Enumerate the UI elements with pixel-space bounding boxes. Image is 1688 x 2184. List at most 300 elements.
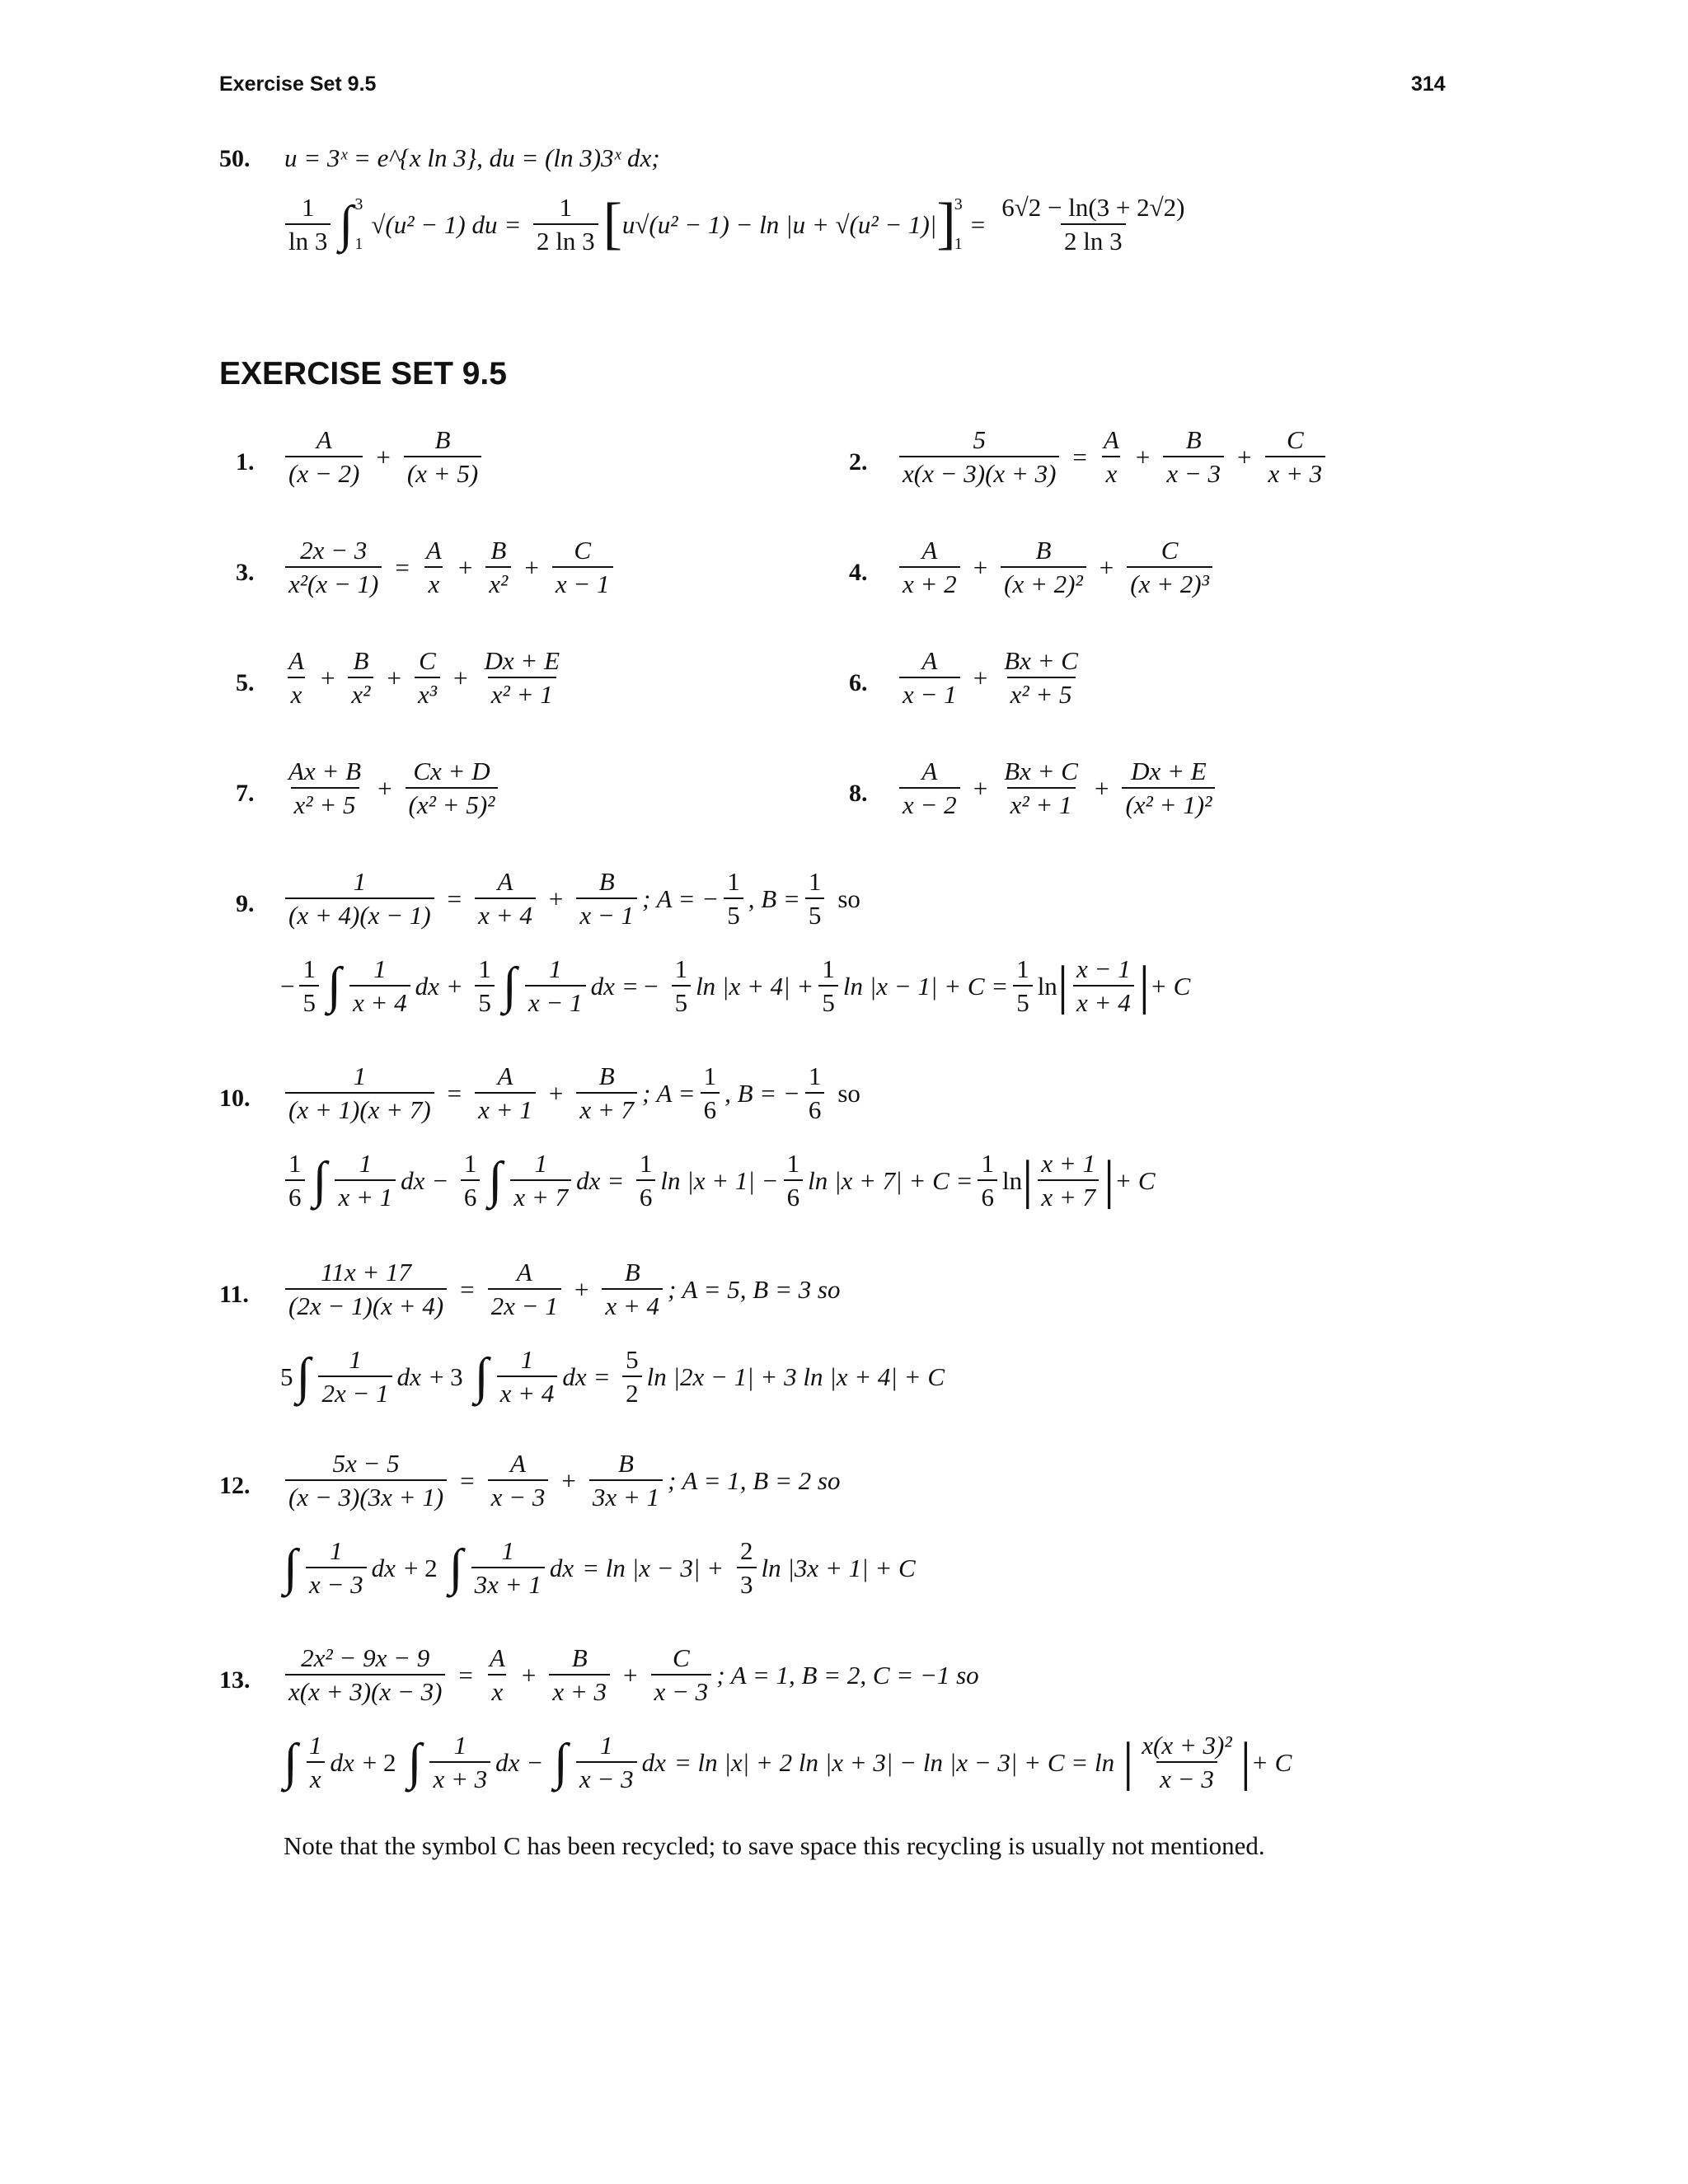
denominator: x − 3 <box>651 1674 712 1704</box>
fraction <box>899 427 1059 486</box>
fraction <box>475 956 495 1015</box>
fraction <box>415 648 440 707</box>
dx: dx <box>549 1553 574 1582</box>
numerator: B <box>1035 536 1052 565</box>
numerator: 1 <box>353 867 367 896</box>
denominator: x² <box>348 677 373 707</box>
equals-sign: = <box>447 883 462 913</box>
denominator: (x + 1)(x + 7) <box>285 1092 434 1122</box>
right-bracket: ] <box>936 192 956 255</box>
denominator: x − 1 <box>552 566 613 597</box>
numerator: 2x² − 9x − 9 <box>301 1643 430 1672</box>
numerator: 1 <box>349 1345 362 1374</box>
numerator: B <box>598 1062 615 1090</box>
numerator: 1 <box>288 1149 302 1178</box>
fraction <box>724 869 743 928</box>
fraction <box>481 648 564 707</box>
dx: dx <box>401 1165 425 1195</box>
denominator: (x² + 5)² <box>406 787 499 818</box>
denominator: x − 3 <box>1163 456 1224 486</box>
dx: dx <box>641 1747 666 1777</box>
denominator: 5 <box>724 898 743 928</box>
numerator: A <box>288 646 304 675</box>
numerator: Ax + B <box>288 757 362 785</box>
denominator: x − 1 <box>525 985 586 1015</box>
denominator: x(x + 3)(x − 3) <box>285 1674 445 1704</box>
fraction <box>1013 956 1033 1015</box>
equals-sign: = <box>1072 442 1087 471</box>
equals-sign: = <box>458 1660 473 1690</box>
problem-3-number: 3. <box>236 559 255 586</box>
fraction <box>485 537 511 597</box>
dx: dx <box>495 1747 520 1777</box>
fraction <box>285 427 363 486</box>
equals-sign: = <box>460 1274 475 1304</box>
fraction <box>576 1732 637 1792</box>
dx: dx <box>576 1165 601 1195</box>
equals-sign: = − <box>622 971 659 1001</box>
abs-bar-right: | <box>1138 955 1150 1015</box>
plus-sign: + <box>521 1660 537 1690</box>
problem-4-expression <box>894 537 1217 597</box>
problem-5-expression <box>280 648 568 707</box>
plus-sign: + <box>623 1660 638 1690</box>
result-term: ln |2x − 1| + 3 ln |x + 4| + C <box>646 1361 945 1391</box>
numerator: B <box>490 536 507 565</box>
numerator: x(x + 3)² <box>1142 1731 1232 1760</box>
plus-sign: + <box>1237 442 1252 471</box>
integral-sign: ∫ <box>284 1540 298 1596</box>
denominator: x² + 5 <box>291 787 359 818</box>
numerator: 1 <box>534 1149 547 1178</box>
abs-bar-left: | <box>1123 1732 1134 1792</box>
denominator: x + 4 <box>497 1376 558 1406</box>
problem-10-number: 10. <box>219 1085 251 1112</box>
minus-sign: − <box>280 971 295 1001</box>
numerator: 1 <box>302 954 316 983</box>
numerator: A <box>510 1449 526 1478</box>
dx: dx <box>396 1361 421 1391</box>
lower-limit: 1 <box>354 235 363 253</box>
fraction <box>335 1151 396 1210</box>
numerator: Bx + C <box>1004 757 1078 785</box>
denominator: x − 3 <box>488 1479 549 1510</box>
equals-sign: = ln |x − 3| + <box>582 1553 724 1582</box>
numerator: 1 <box>359 1149 373 1178</box>
fraction <box>818 956 838 1015</box>
coefficient-text: ; A = 1, B = 2 so <box>668 1465 841 1495</box>
fraction <box>285 758 364 818</box>
integral-sign: ∫ <box>284 1734 298 1790</box>
fraction <box>1122 758 1215 818</box>
denominator: 5 <box>299 985 319 1015</box>
fraction <box>549 1645 610 1704</box>
fraction <box>533 194 598 254</box>
denominator: x + 7 <box>1038 1179 1099 1210</box>
problem-10-decomposition <box>280 1063 860 1122</box>
problem-13-number: 13. <box>219 1666 251 1694</box>
numerator: 1 <box>373 954 387 983</box>
dx: dx <box>415 971 439 1001</box>
constant-term: + C <box>1114 1165 1156 1195</box>
plus-sign: + <box>561 1465 576 1495</box>
fraction <box>486 1645 509 1704</box>
problem-13-integration <box>280 1732 1292 1792</box>
denominator: 2 ln 3 <box>1061 223 1126 254</box>
fraction <box>899 648 960 707</box>
integral-sign: ∫ <box>407 1734 422 1790</box>
denominator: x − 1 <box>576 898 637 928</box>
problem-11-integration <box>280 1347 945 1406</box>
fraction <box>899 758 960 818</box>
lower-limit: 1 <box>954 235 963 253</box>
numerator: Cx + D <box>413 757 490 785</box>
denominator: x + 7 <box>576 1092 637 1122</box>
fraction <box>285 1151 305 1210</box>
numerator: 1 <box>703 1062 717 1090</box>
dx: dx <box>330 1747 354 1777</box>
abs-bar-right: | <box>1104 1150 1115 1210</box>
numerator: 1 <box>353 1062 367 1090</box>
fraction <box>285 1259 447 1319</box>
fraction <box>1001 537 1086 597</box>
middle-term: + 2 <box>403 1553 438 1582</box>
problem-6-number: 6. <box>849 669 868 696</box>
numerator: 1 <box>330 1536 343 1565</box>
denominator: (x + 4)(x − 1) <box>285 898 434 928</box>
problem-12-decomposition <box>280 1451 840 1510</box>
problem-1-number: 1. <box>236 448 255 476</box>
denominator: x <box>307 1761 325 1792</box>
numerator: B <box>598 867 615 896</box>
numerator: 1 <box>786 1149 800 1178</box>
problem-7-number: 7. <box>236 780 255 807</box>
numerator: Dx + E <box>484 646 560 675</box>
equals-sign: = <box>460 1465 475 1495</box>
numerator: A <box>497 1062 513 1090</box>
denominator: 6 <box>701 1092 720 1122</box>
fraction <box>285 869 434 928</box>
denominator: (x − 2) <box>285 456 363 486</box>
fraction <box>525 956 586 1015</box>
fraction <box>471 1538 545 1597</box>
fraction <box>1127 537 1212 597</box>
so-text: so <box>837 883 860 913</box>
problem-12-number: 12. <box>219 1472 251 1499</box>
integral-sign: ∫ <box>474 1348 489 1404</box>
denominator: x + 4 <box>1073 985 1134 1015</box>
numerator: 1 <box>727 867 740 896</box>
fraction <box>1001 648 1081 707</box>
fraction <box>576 1063 637 1122</box>
denominator: x + 1 <box>475 1092 536 1122</box>
numerator: 11x + 17 <box>321 1258 412 1286</box>
plus-sign: + <box>447 971 462 1001</box>
numerator: C <box>1160 536 1179 565</box>
denominator: x − 1 <box>899 677 960 707</box>
numerator: 1 <box>674 954 688 983</box>
denominator: 6 <box>805 1092 825 1122</box>
fraction <box>349 956 410 1015</box>
problem-3-expression <box>280 537 618 597</box>
numerator: 1 <box>463 1149 477 1178</box>
numerator: 1 <box>520 1345 534 1374</box>
numerator: 1 <box>301 193 315 222</box>
denominator: x + 3 <box>429 1761 490 1792</box>
numerator: Bx + C <box>1004 646 1078 675</box>
equals-sign: = <box>505 209 520 239</box>
fraction <box>602 1259 663 1319</box>
problem-12-integration <box>280 1538 916 1597</box>
fraction <box>552 537 613 597</box>
dx: dx <box>371 1553 396 1582</box>
denominator: 6 <box>285 1179 305 1210</box>
denominator: 2 ln 3 <box>533 223 598 254</box>
denominator: x + 1 <box>335 1179 396 1210</box>
plus-sign: + <box>548 1078 564 1108</box>
denominator: 3 <box>737 1567 757 1597</box>
fraction <box>1100 427 1123 486</box>
integral-sign: ∫ <box>502 958 517 1014</box>
coefficient-text: ; A = − <box>642 883 720 913</box>
numerator: C <box>673 1643 690 1672</box>
numerator: 1 <box>1016 954 1029 983</box>
problem-2-number: 2. <box>849 448 868 476</box>
problem-2-expression <box>894 427 1330 486</box>
numerator: 1 <box>559 193 573 222</box>
abs-bar-left: | <box>1022 1150 1034 1210</box>
ln-text: ln <box>1001 1165 1023 1195</box>
bracket-content: u√(u² − 1) − ln |u + √(u² − 1)| <box>621 209 937 239</box>
result-term: ln |x + 7| + C = <box>808 1165 973 1195</box>
integral-sign: ∫ <box>339 196 354 252</box>
fraction <box>1073 956 1134 1015</box>
numerator: A <box>425 536 442 565</box>
plus-sign: + <box>524 552 539 582</box>
evaluation-limits <box>954 196 963 252</box>
plus-sign: + <box>1099 552 1114 582</box>
fraction <box>651 1645 712 1704</box>
result-term: ln |x − 1| + C = <box>842 971 1009 1001</box>
fraction <box>978 1151 997 1210</box>
denominator: x + 3 <box>549 1674 610 1704</box>
numerator: A <box>921 757 938 785</box>
integral-sign: ∫ <box>312 1152 327 1208</box>
numerator: 2x − 3 <box>300 536 368 565</box>
fraction <box>784 1151 804 1210</box>
numerator: x − 1 <box>1076 954 1131 983</box>
denominator: x² <box>485 566 511 597</box>
plus-sign: + <box>1094 773 1109 803</box>
numerator: 5x − 5 <box>332 1449 400 1478</box>
denominator: x²(x − 1) <box>285 566 382 597</box>
denominator: x <box>424 566 443 597</box>
dx: dx <box>562 1361 587 1391</box>
middle-term: + 2 <box>362 1747 396 1777</box>
problem-6-expression <box>894 648 1086 707</box>
fraction <box>1163 427 1224 486</box>
integrand: √(u² − 1) du <box>371 209 498 239</box>
denominator: (x + 2)² <box>1001 566 1086 597</box>
denominator: x − 3 <box>1156 1761 1217 1792</box>
fraction <box>488 1451 549 1510</box>
constant-term: + C <box>1250 1747 1292 1777</box>
problem-50-number: 50. <box>219 145 251 172</box>
denominator: (x + 5) <box>404 456 481 486</box>
left-bracket: [ <box>603 192 622 255</box>
problem-50-substitution: u = 3ˣ = e^{x ln 3}, du = (ln 3)3ˣ dx; <box>284 143 660 172</box>
fraction <box>429 1732 490 1792</box>
numerator: B <box>434 425 451 454</box>
numerator: A <box>921 536 938 565</box>
denominator: (x + 2)³ <box>1127 566 1212 597</box>
fraction <box>622 1347 642 1406</box>
denominator: x² + 1 <box>488 677 556 707</box>
numerator: Dx + E <box>1131 757 1207 785</box>
fraction <box>1265 427 1326 486</box>
fraction <box>1138 1732 1235 1792</box>
fraction <box>737 1538 757 1597</box>
fraction <box>285 537 382 597</box>
fraction <box>497 1347 558 1406</box>
plus-sign: + <box>457 552 473 582</box>
plus-sign: + <box>1135 442 1151 471</box>
result-term: ln |x + 4| + <box>696 971 814 1001</box>
numerator: A <box>921 646 938 675</box>
plus-sign: + <box>574 1274 589 1304</box>
coefficient-text: ; A = <box>642 1078 696 1108</box>
denominator: x + 4 <box>475 898 536 928</box>
denominator: 5 <box>818 985 838 1015</box>
numerator: 2 <box>740 1536 753 1565</box>
denominator: 6 <box>636 1179 656 1210</box>
problem-9-number: 9. <box>236 890 255 917</box>
fraction <box>299 956 319 1015</box>
constant-term: + C <box>1149 971 1191 1001</box>
fraction <box>636 1151 656 1210</box>
denominator: 5 <box>1013 985 1033 1015</box>
denominator: 2 <box>622 1376 642 1406</box>
upper-limit: 3 <box>954 195 963 213</box>
fraction <box>285 1451 447 1510</box>
numerator: 1 <box>822 954 835 983</box>
numerator: A <box>497 867 513 896</box>
minus-sign: − <box>528 1747 542 1777</box>
numerator: A <box>516 1258 532 1286</box>
numerator: 5 <box>626 1345 639 1374</box>
numerator: A <box>1103 425 1119 454</box>
section-title: EXERCISE SET 9.5 <box>219 356 507 391</box>
middle-term: + 3 <box>429 1361 463 1391</box>
coefficient-text: , B = − <box>724 1078 800 1108</box>
fraction <box>488 1259 561 1319</box>
denominator: 3x + 1 <box>589 1479 663 1510</box>
abs-bar-left: | <box>1057 955 1069 1015</box>
denominator: (x − 3)(3x + 1) <box>285 1479 447 1510</box>
denominator: x + 2 <box>899 566 960 597</box>
equals-sign: = <box>970 209 986 239</box>
equals-sign: = <box>608 1165 623 1195</box>
plus-sign: + <box>320 663 335 692</box>
fraction <box>306 1538 367 1597</box>
equals-sign: = <box>594 1361 610 1391</box>
numerator: x + 1 <box>1041 1149 1095 1178</box>
numerator: A <box>489 1643 505 1672</box>
problem-50-integral <box>280 194 1193 254</box>
denominator: 2x − 1 <box>318 1376 392 1406</box>
dx: dx <box>590 971 615 1001</box>
fraction <box>285 1063 434 1122</box>
integral-sign: ∫ <box>448 1540 463 1596</box>
coefficient-text: ; A = 5, B = 3 so <box>668 1274 841 1304</box>
problem-5-number: 5. <box>236 669 255 696</box>
denominator: 5 <box>805 898 825 928</box>
result-fraction <box>998 194 1188 254</box>
fraction <box>406 758 499 818</box>
denominator: 3x + 1 <box>471 1567 545 1597</box>
fraction <box>805 869 825 928</box>
numerator: 1 <box>308 1731 322 1760</box>
denominator: ln 3 <box>285 223 331 254</box>
denominator: 6 <box>461 1179 481 1210</box>
integral-limits <box>354 196 363 252</box>
fraction <box>475 1063 536 1122</box>
denominator: x² + 5 <box>1007 677 1076 707</box>
denominator: (x² + 1)² <box>1122 787 1215 818</box>
problem-11-number: 11. <box>219 1281 249 1308</box>
fraction <box>285 648 307 707</box>
fraction <box>899 537 960 597</box>
fraction <box>285 1645 445 1704</box>
problem-11-decomposition <box>280 1259 840 1319</box>
problem-9-decomposition <box>280 869 860 928</box>
denominator: 6 <box>978 1179 997 1210</box>
denominator: x <box>1102 456 1120 486</box>
numerator: 1 <box>808 1062 822 1090</box>
denominator: 6 <box>784 1179 804 1210</box>
numerator: 1 <box>453 1731 467 1760</box>
numerator: 1 <box>981 1149 994 1178</box>
fraction <box>805 1063 825 1122</box>
denominator: x − 3 <box>576 1761 637 1792</box>
numerator: C <box>1287 425 1304 454</box>
denominator: x + 7 <box>510 1179 571 1210</box>
numerator: 1 <box>548 954 562 983</box>
denominator: 5 <box>672 985 692 1015</box>
so-text: so <box>837 1078 860 1108</box>
problem-13-decomposition <box>280 1645 979 1704</box>
denominator: x <box>288 677 306 707</box>
result-chain: = ln |x| + 2 ln |x + 3| − ln |x − 3| + C = ln <box>673 1747 1115 1777</box>
fraction <box>285 194 331 254</box>
upper-limit: 3 <box>354 195 363 213</box>
abs-bar-right: | <box>1240 1732 1251 1792</box>
plus-sign: + <box>376 442 391 471</box>
denominator: x³ <box>415 677 440 707</box>
equals-sign: = <box>447 1078 462 1108</box>
denominator: x + 4 <box>349 985 410 1015</box>
denominator: 5 <box>475 985 495 1015</box>
coefficient: 5 <box>280 1361 293 1391</box>
fraction <box>672 956 692 1015</box>
problem-10-integration <box>280 1151 1156 1210</box>
numerator: 1 <box>599 1731 613 1760</box>
coefficient-text: ; A = 1, B = 2, C = −1 so <box>716 1660 979 1690</box>
problem-4-number: 4. <box>849 559 868 586</box>
result-term: ln |x + 1| − <box>660 1165 779 1195</box>
problem-8-number: 8. <box>849 780 868 807</box>
denominator: 2x − 1 <box>488 1288 561 1319</box>
